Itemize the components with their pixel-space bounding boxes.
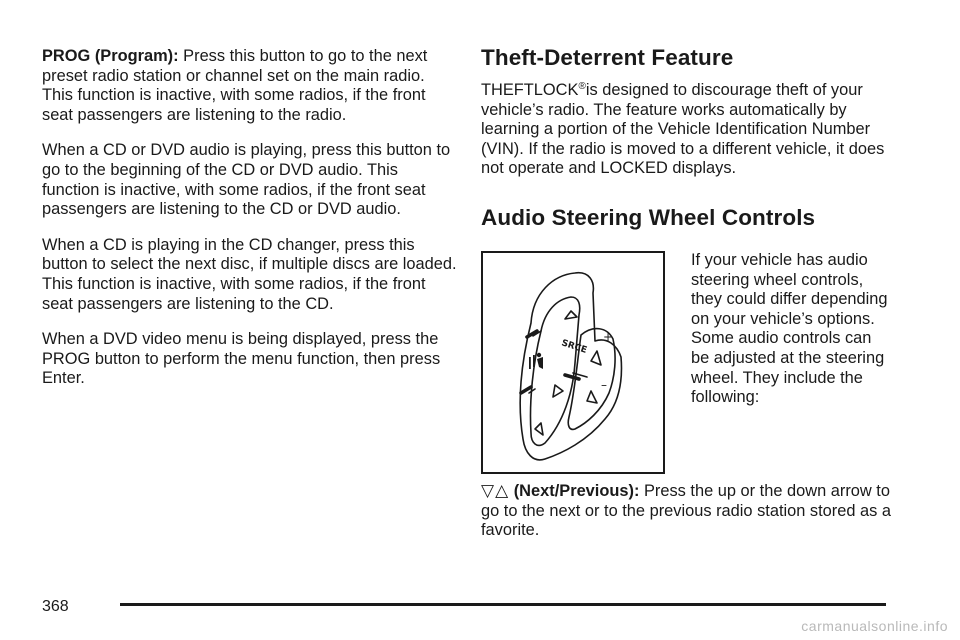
minus-label: –	[601, 377, 607, 392]
right-column	[481, 45, 901, 557]
cd-changer-paragraph: When a CD is playing in the CD changer, press this button to select the next disc, if multiple discs are loaded. This function is inactive, with some radios, if the front seat passengers are listening to the CD.	[42, 235, 457, 313]
next-previous-paragraph	[481, 481, 901, 541]
down-up-arrows-icon: ▽△	[481, 480, 510, 500]
theftlock-paragraph	[481, 81, 901, 179]
srce-label: SRCE	[560, 338, 589, 356]
page-number: 368	[42, 598, 69, 615]
prog-label: PROG (Program):	[42, 47, 179, 65]
cd-dvd-audio-paragraph: When a CD or DVD audio is playing, press this button to go to the beginning of the CD or DVD audio. This function is inactive, with some radios, if the front seat passengers are listening to the CD or DVD audio.	[42, 141, 451, 219]
left-column	[42, 47, 457, 405]
theft-deterrent-heading: Theft-Deterrent Feature	[481, 45, 734, 70]
theftlock-brand: THEFTLOCK	[481, 81, 579, 99]
registered-mark: ®	[578, 81, 586, 92]
audio-controls-intro: If your vehicle has audio steering wheel controls, they could differ depending on your vehicle’s options. Some audio controls can be adjusted at the steering wheel. They include the following:	[691, 250, 888, 407]
steering-controls-drawing	[483, 253, 663, 472]
plus-label: +	[603, 329, 614, 344]
prog-paragraph	[42, 47, 457, 125]
audio-steering-heading: Audio Steering Wheel Controls	[481, 204, 816, 230]
next-previous-text: Press the up or the down arrow to go to the next or to the previous radio station stored as a favorite.	[481, 481, 892, 540]
prog-text: Press this button to go to the next preset radio station or channel set on the main radio. This function is inactive, with some radios, if the front seat passengers are listening to the radio.	[42, 47, 428, 124]
steering-controls-block	[481, 251, 901, 481]
watermark: carmanualsonline.info	[801, 618, 948, 634]
steering-wheel-controls-illustration	[481, 251, 665, 474]
theftlock-text: is designed to discourage theft of your vehicle’s radio. The feature works automatically by learning a portion of the Vehicle Identification Number (VIN). If the radio is moved to a different vehicle, it does not operate and LOCKED displays.	[481, 81, 885, 178]
footer-divider	[120, 603, 886, 606]
dvd-menu-paragraph: When a DVD video menu is being displayed, press the PROG button to perform the menu function, then press Enter.	[42, 330, 441, 388]
next-previous-label: (Next/Previous):	[513, 481, 640, 500]
